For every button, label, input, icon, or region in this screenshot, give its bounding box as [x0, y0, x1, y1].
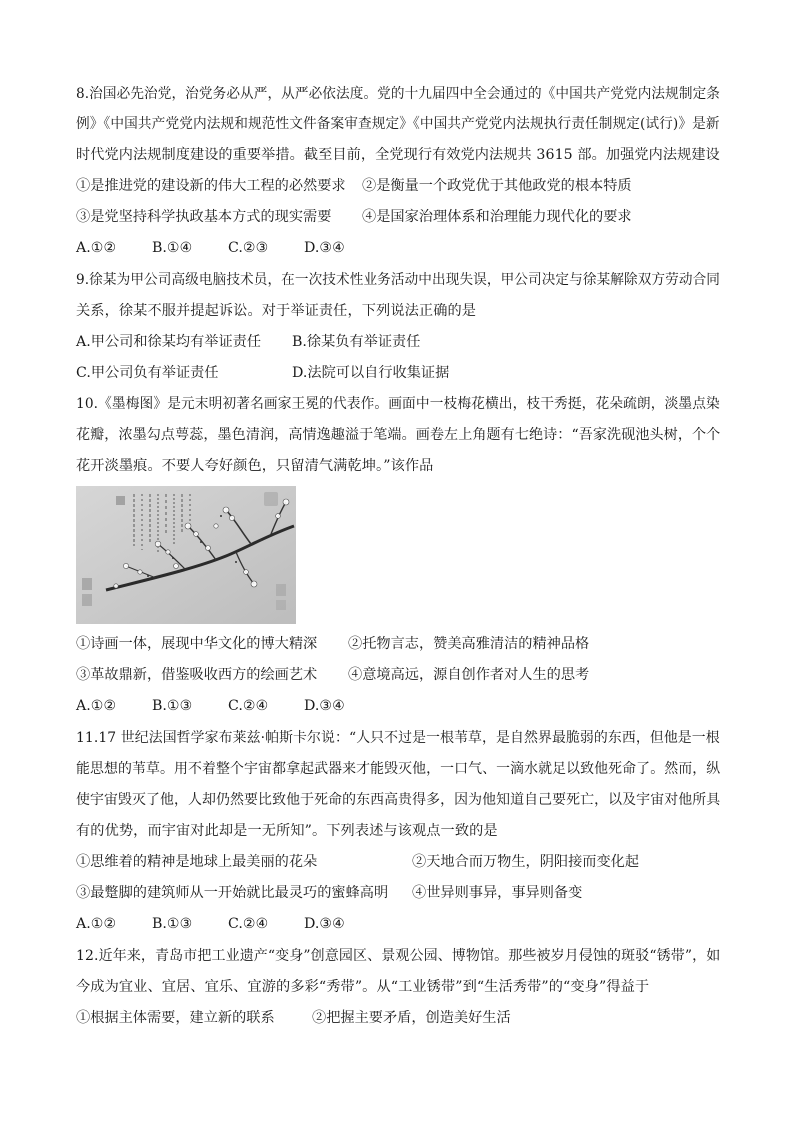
q8-choice-a: A.①②: [76, 240, 117, 256]
q12-stem-line-2: 今成为宜业、宜居、宜乐、宜游的多彩“秀带”。从“工业锈带”到“生活秀带”的“变身”得益于: [76, 979, 650, 995]
q11-statement-4: ④世异则事异，事异则备变: [412, 885, 583, 901]
q12-statement-2: ②把握主要矛盾，创造美好生活: [312, 1010, 511, 1026]
q11-stem-line-1: 11.17 世纪法国哲学家布莱兹·帕斯卡尔说：“人只不过是一根苇草，是自然界最脆弱的东西，但他是一根: [76, 730, 720, 746]
q9-stem-line-1: 9.徐某为甲公司高级电脑技术员，在一次技术性业务活动中出现失误，甲公司决定与徐某解除双方劳动合同: [76, 272, 720, 288]
q10-choice-d: D.③④: [304, 698, 345, 714]
q10-stem-line-3: 花开淡墨痕。不要人夸好颜色，只留清气满乾坤。”该作品: [76, 458, 434, 474]
q12-statement-1: ①根据主体需要，建立新的联系: [76, 1010, 275, 1026]
q8-statement-1: ①是推进党的建设新的伟大工程的必然要求: [76, 178, 346, 194]
q11-stem-line-4: 有的优势，而宇宙对此却是一无所知”。下列表述与该观点一致的是: [76, 823, 498, 839]
q8-statement-3: ③是党坚持科学执政基本方式的现实需要: [76, 209, 332, 225]
q11-choice-a: A.①②: [76, 916, 117, 932]
q10-stem-line-2: 花瓣，浓墨勾点萼蕊，墨色清润，高情逸趣溢于笔端。画卷左上角题有七绝诗：“吾家洗砚池头树，个个: [76, 427, 721, 443]
q11-statement-2: ②天地合而万物生，阴阳接而变化起: [412, 854, 640, 870]
q9-stem-line-2: 关系，徐某不服并提起诉讼。对于举证责任，下列说法正确的是: [76, 303, 477, 319]
q11-statement-1: ①思维着的精神是地球上最美丽的花朵: [76, 854, 318, 870]
q8-statement-2: ②是衡量一个政党优于其他政党的根本特质: [362, 178, 632, 194]
q10-statement-3: ③革故鼎新，借鉴吸收西方的绘画艺术: [76, 667, 318, 683]
q8-stem-line-2: 例》《中国共产党党内法规和规范性文件备案审查规定》《中国共产党党内法规执行责任制规定(试行)》是新: [76, 116, 720, 132]
plum-blossom-illustration: [76, 486, 296, 624]
q10-stem-line-1: 10.《墨梅图》是元末明初著名画家王冕的代表作。画面中一枝梅花横出，枝干秀挺，花朵疏朗，淡墨点染: [76, 396, 720, 412]
q10-statement-4: ④意境高远，源自创作者对人生的思考: [348, 667, 590, 683]
q8-statement-4: ④是国家治理体系和治理能力现代化的要求: [362, 209, 632, 225]
q11-stem-line-2: 能思想的苇草。用不着整个宇宙都拿起武器来才能毁灭他，一口气、一滴水就足以致他死命了。然而，纵: [76, 761, 721, 777]
q9-choice-d: D.法院可以自行收集证据: [292, 365, 450, 381]
q10-choice-c: C.②④: [228, 698, 269, 714]
q10-choice-b: B.①③: [152, 698, 193, 714]
q9-choice-a: A.甲公司和徐某均有举证责任: [76, 334, 262, 350]
q11-choice-c: C.②④: [228, 916, 269, 932]
q10-statement-1: ①诗画一体，展现中华文化的博大精深: [76, 636, 318, 652]
q12-stem-line-1: 12.近年来，青岛市把工业遗产“变身”创意园区、景观公园、博物馆。那些被岁月侵蚀的斑驳“锈带”，如: [76, 948, 721, 964]
q10-statement-2: ②托物言志，赞美高雅清洁的精神品格: [348, 636, 590, 652]
q11-choice-d: D.③④: [304, 916, 345, 932]
q10-choice-a: A.①②: [76, 698, 117, 714]
plum-blossom-painting: [76, 486, 296, 624]
q11-choice-b: B.①③: [152, 916, 193, 932]
q9-choice-b: B.徐某负有举证责任: [292, 334, 421, 350]
q8-choice-b: B.①④: [152, 240, 193, 256]
q9-choice-c: C.甲公司负有举证责任: [76, 365, 219, 381]
q8-stem-line-1: 8.治国必先治党，治党务必从严，从严必依法度。党的十九届四中全会通过的《中国共产党党内法规制定条: [76, 86, 720, 102]
q8-choice-c: C.②③: [228, 240, 269, 256]
q8-choice-d: D.③④: [304, 240, 345, 256]
q8-stem-line-3: 时代党内法规制度建设的重要举措。截至目前，全党现行有效党内法规共 3615 部。加强党内法规建设: [76, 147, 720, 163]
q11-stem-line-3: 使宇宙毁灭了他，人却仍然要比致他于死命的东西高贵得多，因为他知道自己要死亡，以及宇宙对他所具: [76, 792, 721, 808]
q11-statement-3: ③最蹩脚的建筑师从一开始就比最灵巧的蜜蜂高明: [76, 885, 389, 901]
